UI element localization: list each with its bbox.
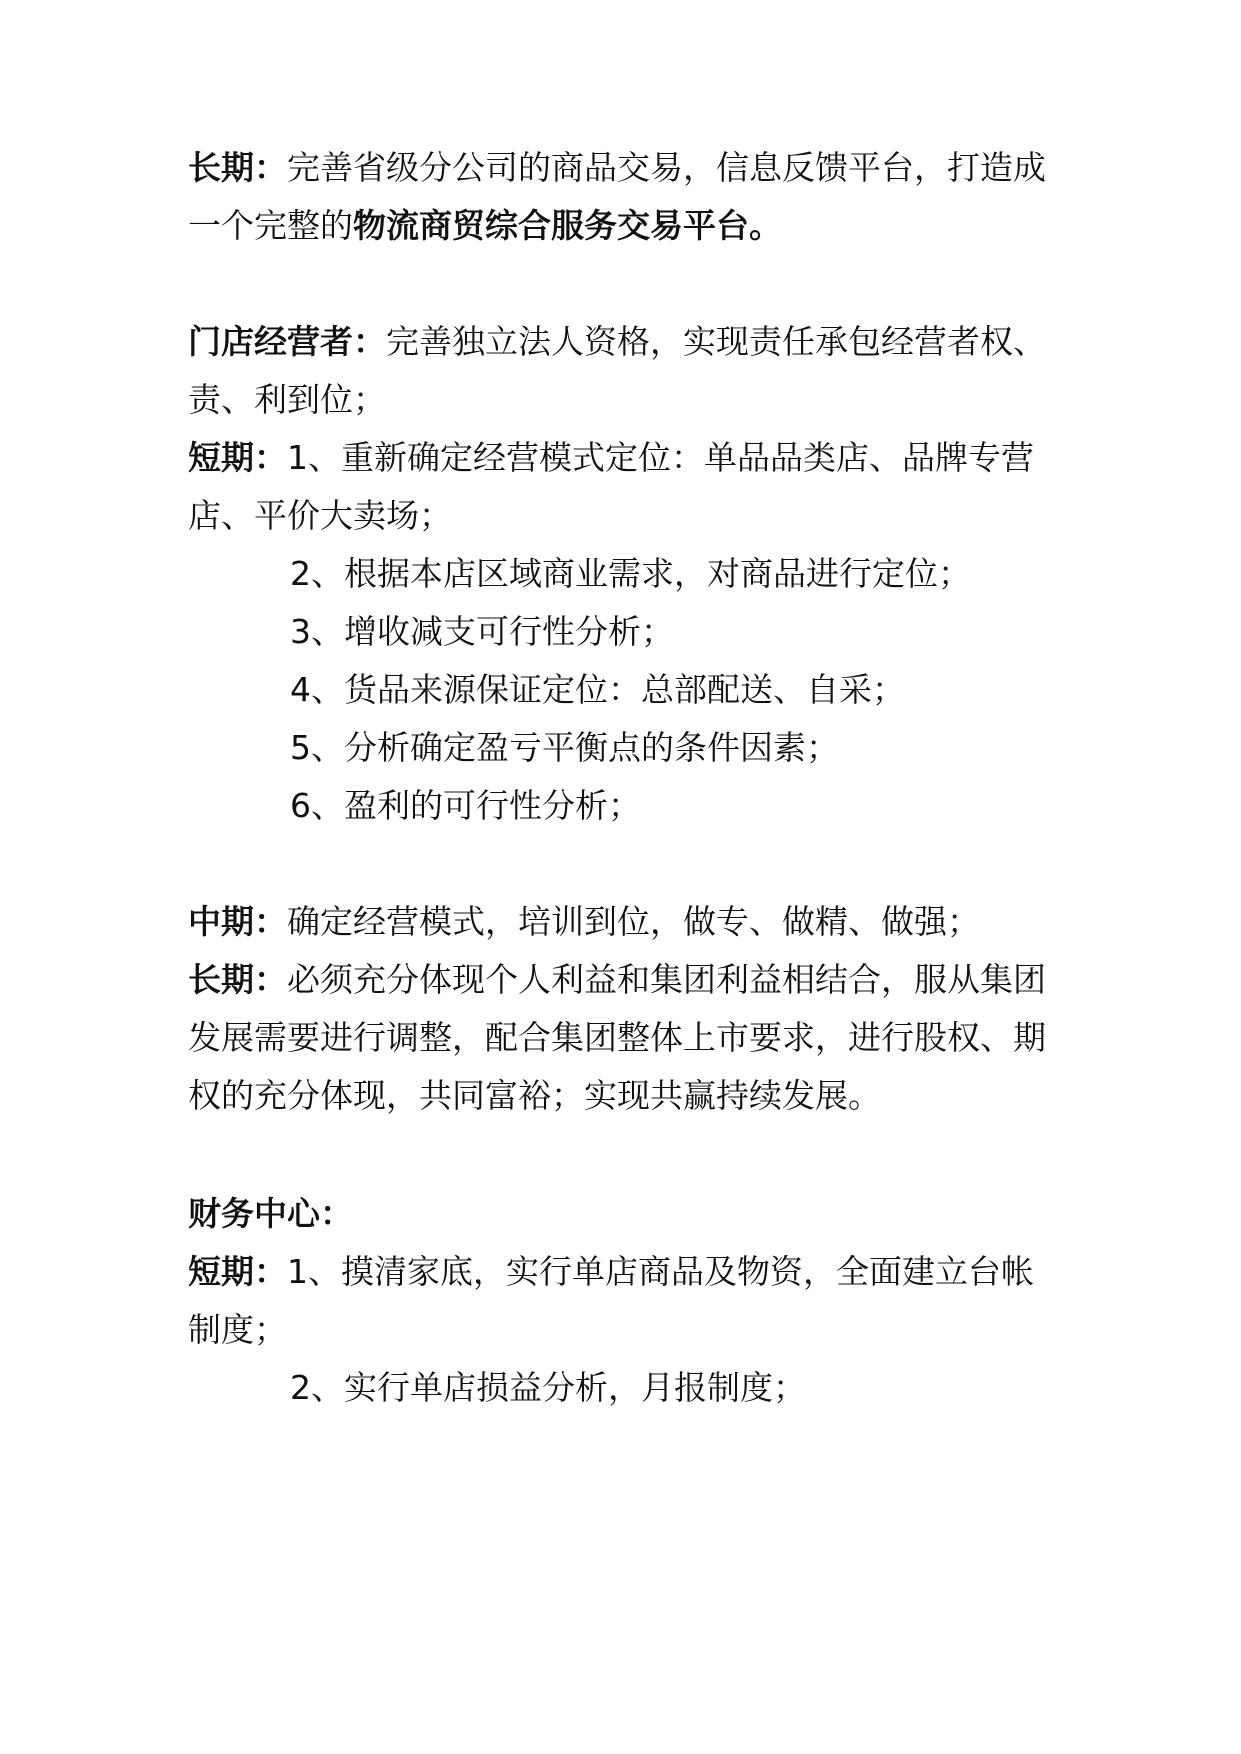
mid-term-text-1: 确定经营模式，培训到位，做专、做精、做强； [287, 902, 980, 941]
long-term-2-label: 长期： [188, 960, 287, 999]
long-term-2-line-1 [188, 960, 1046, 1000]
store-operator-line-2 [188, 380, 386, 420]
platform-name: 物流商贸综合服务交易平台 [353, 206, 749, 245]
long-term-line-1 [188, 148, 1046, 188]
store-operator-text-2: 责、利到位； [188, 380, 386, 419]
mid-term-label: 中期： [188, 902, 287, 941]
long-term-label: 长期： [188, 148, 287, 187]
short-term-label: 短期： [188, 438, 287, 477]
short-term-item-2: 2、根据本店区域商业需求，对商品进行定位； [290, 554, 971, 593]
short-term-line-2 [188, 496, 452, 536]
long-term-line-2 [188, 206, 782, 246]
short-term-text-2: 店、平价大卖场； [188, 496, 452, 535]
long-term-period: 。 [749, 206, 782, 245]
mid-term-line-1 [188, 902, 980, 942]
store-operator-line-1 [188, 322, 1046, 362]
finance-center-heading: 财务中心： [188, 1194, 353, 1233]
long-term-text-2: 一个完整的 [188, 206, 353, 245]
finance-short-term-label: 短期： [188, 1252, 287, 1291]
store-operator-text-1: 完善独立法人资格，实现责任承包经营者权、 [386, 322, 1046, 361]
long-term-text-1: 完善省级分公司的商品交易，信息反馈平台，打造成 [287, 148, 1046, 187]
long-term-2-line-2: 发展需要进行调整，配合集团整体上市要求，进行股权、期 [188, 1018, 1046, 1057]
finance-short-term-item-2: 2、实行单店损益分析，月报制度； [290, 1368, 806, 1407]
finance-short-term-line-1 [188, 1252, 1034, 1292]
finance-short-term-line-2: 制度； [188, 1310, 287, 1349]
long-term-2-text-1: 必须充分体现个人利益和集团利益相结合，服从集团 [287, 960, 1046, 999]
short-term-text-1: 1、重新确定经营模式定位：单品品类店、品牌专营 [287, 438, 1034, 477]
short-term-line-1 [188, 438, 1034, 478]
short-term-item-4: 4、货品来源保证定位：总部配送、自采； [290, 670, 905, 709]
long-term-2-line-3: 权的充分体现，共同富裕；实现共赢持续发展。 [188, 1076, 881, 1115]
short-term-item-6: 6、盈利的可行性分析； [290, 786, 641, 825]
finance-short-term-text-1: 1、摸清家底，实行单店商品及物资，全面建立台帐 [287, 1252, 1034, 1291]
store-operator-label: 门店经营者： [188, 322, 386, 361]
short-term-item-5: 5、分析确定盈亏平衡点的条件因素； [290, 728, 839, 767]
short-term-item-3: 3、增收减支可行性分析； [290, 612, 674, 651]
